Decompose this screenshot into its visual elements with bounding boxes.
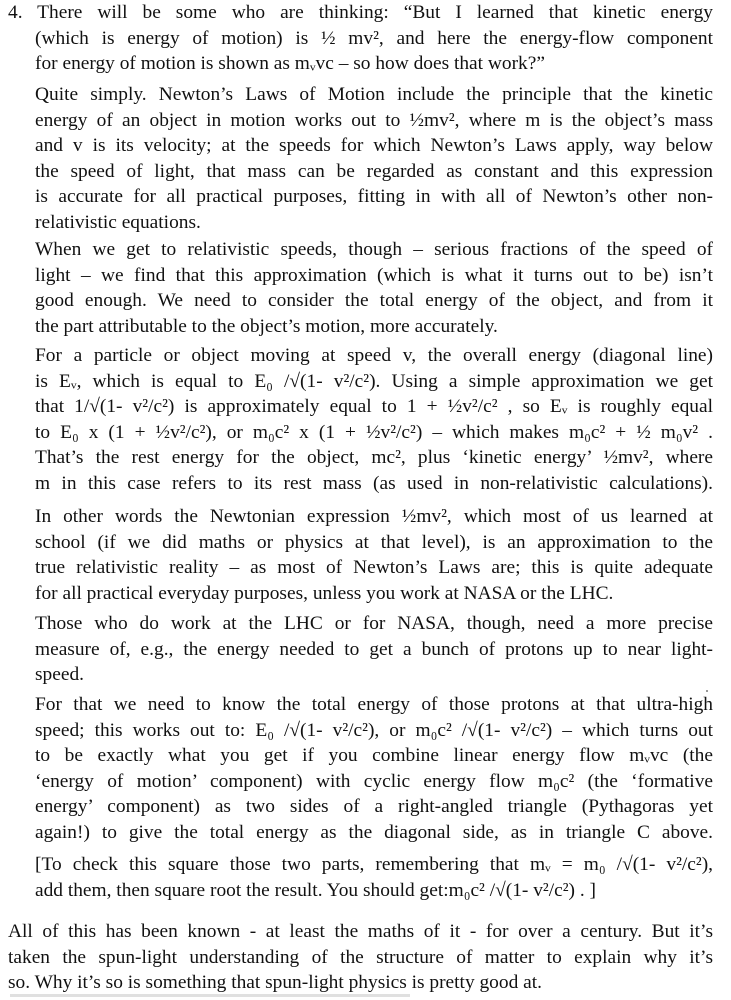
- text-line: Quite simply. Newton’s Laws of Motion include the principle that the kinetic: [35, 84, 713, 105]
- paragraph-relativistic-speeds: [35, 237, 713, 339]
- text-line: to be exactly what you get if you combine linear energy flow mᵥvc (the: [35, 745, 713, 767]
- text-line: speed; this works out to: E₀ /√(1- v²/c²), or m₀c² /√(1- v²/c²) – which turns out: [35, 719, 713, 741]
- paragraph-newton-laws: [35, 82, 713, 236]
- paragraph-total-energy: [35, 692, 713, 846]
- scan-speck: [706, 690, 708, 692]
- text-line: In other words the Newtonian expression ½mv², which most of us learned at: [35, 506, 713, 527]
- text-line: to E₀ x (1 + ½v²/c²), or m₀c² x (1 + ½v²/c²) – which makes m₀c² + ½ m₀v² .: [35, 421, 713, 443]
- paragraph-check-note: [35, 852, 713, 903]
- text-line: All of this has been known - at least the maths of it - for over a century. But it’s: [8, 921, 713, 942]
- text-line: ‘energy of motion’ component) with cyclic energy flow m₀c² (the ‘formative: [35, 770, 713, 792]
- text-line: the part attributable to the object’s motion, more accurately.: [35, 315, 498, 337]
- text-line: energy of an object in motion works out to ½mv², where m is the object’s mass: [35, 109, 713, 131]
- text-line: is Eᵥ, which is equal to E₀ /√(1- v²/c²). Using a simple approximation we get: [35, 370, 713, 392]
- text-line: speed.: [35, 664, 84, 686]
- cropped-next-line: [10, 993, 410, 1000]
- text-line: school (if we did maths or physics at that level), is an approximation to the: [35, 531, 713, 553]
- text-line: again!) to give the total energy as the diagonal side, as in triangle C above.: [35, 821, 713, 843]
- text-line: [To check this square those two parts, remembering that mᵥ = m₀ /√(1- v²/c²),: [35, 854, 713, 875]
- text-line: is accurate for all practical purposes, fitting in with all of Newton’s other non-: [35, 186, 713, 208]
- text-line: taken the spun-light understanding of the structure of matter to explain why it’s: [8, 946, 713, 968]
- text-line: 4. There will be some who are thinking: “But I learned that kinetic energy: [8, 2, 713, 23]
- text-line: That’s the rest energy for the object, mc², plus ‘kinetic energy’ ½mv², where: [35, 447, 713, 469]
- text-line: For a particle or object moving at speed v, the overall energy (diagonal line): [35, 345, 713, 366]
- text-line: and v is its velocity; at the speeds for which Newton’s Laws apply, way below: [35, 135, 713, 157]
- text-line: for energy of motion is shown as mᵥvc – so how does that work?”: [35, 53, 545, 75]
- text-line: measure of, e.g., the energy needed to get a bunch of protons up to near light-: [35, 638, 713, 660]
- text-line: relativistic equations.: [35, 211, 201, 233]
- text-line: the speed of light, that mass can be regarded as constant and this expression: [35, 160, 713, 182]
- text-line: m in this case refers to its rest mass (as used in non-relativistic calculations).: [35, 472, 713, 494]
- text-line: for all practical everyday purposes, unless you work at NASA or the LHC.: [35, 582, 614, 604]
- text-line: (which is energy of motion) is ½ mv², and here the energy-flow component: [35, 27, 713, 49]
- text-line: that 1/√(1- v²/c²) is approximately equal to 1 + ½v²/c² , so Eᵥ is roughly equal: [35, 396, 713, 418]
- text-line: true relativistic reality – as most of Newton’s Laws are; this is quite adequate: [35, 557, 713, 579]
- paragraph-lhc-nasa: [35, 611, 713, 688]
- paragraph-conclusion: [8, 919, 713, 996]
- text-line: so. Why it’s so is something that spun-light physics is pretty good at.: [8, 972, 542, 994]
- text-line: add them, then square root the result. You should get:m₀c² /√(1- v²/c²) . ]: [35, 879, 596, 901]
- text-line: Those who do work at the LHC or for NASA, though, need a more precise: [35, 613, 713, 634]
- text-line: When we get to relativistic speeds, though – serious fractions of the speed of: [35, 239, 713, 260]
- text-line: light – we find that this approximation (which is what it turns out to be) isn’t: [35, 264, 713, 286]
- text-line: good enough. We need to consider the total energy of the object, and from it: [35, 290, 713, 312]
- paragraph-item-4: [8, 0, 713, 77]
- text-line: energy’ component) as two sides of a right-angled triangle (Pythagoras yet: [35, 796, 713, 818]
- text-line: For that we need to know the total energy of those protons at that ultra-high: [35, 694, 713, 715]
- paragraph-newtonian-expression: [35, 504, 713, 606]
- paragraph-approximation: [35, 343, 713, 497]
